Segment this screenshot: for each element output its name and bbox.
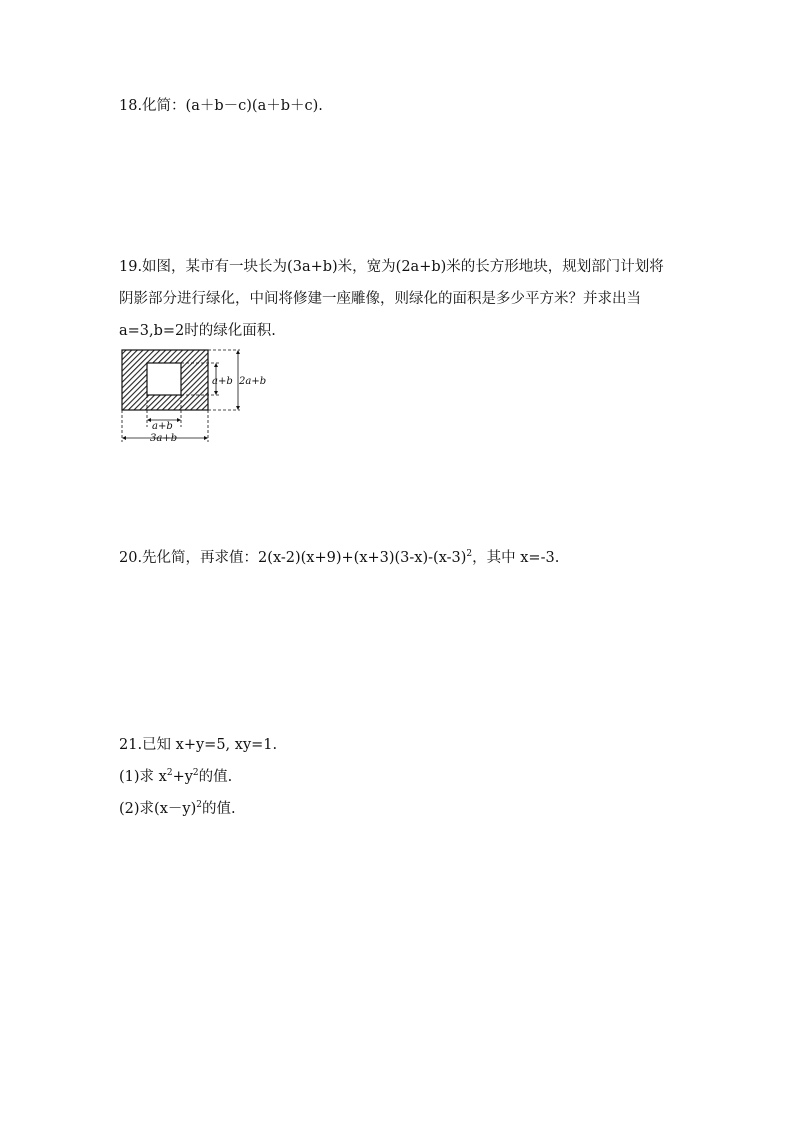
question-20: 20.先化简，再求值：$2(x-2)(x+9)+(x+3)(3-x)-(x-3)^2$，其中 x=-3. xyxy=(119,549,560,566)
statue-square xyxy=(147,363,181,395)
question-19-line-1: 19.如图，某市有一块长为(3a+b)米，宽为(2a+b)米的长方形地块，规划部门计划将 xyxy=(119,259,664,275)
question-21-part-2: (2)求$(x-y)^2$的值. xyxy=(119,800,236,817)
rectangle-figure xyxy=(118,346,278,444)
label-inner-height: a+b xyxy=(212,376,233,387)
question-21-stem: 21.已知 x+y=5, xy=1. xyxy=(119,737,278,753)
label-outer-height: 2a+b xyxy=(239,376,267,387)
label-outer-width: 3a+b xyxy=(150,433,178,444)
question-19-line-3: a=3,b=2时的绿化面积. xyxy=(119,323,276,339)
question-21-part-1: (1)求 $x^2+y^2$的值. xyxy=(119,768,233,785)
question-19-line-2: 阴影部分进行绿化，中间将修建一座雕像，则绿化的面积是多少平方米？并求出当 xyxy=(119,291,641,307)
label-inner-width: a+b xyxy=(152,421,173,432)
question-18: 18.化简：(a＋b－c)(a＋b＋c). xyxy=(119,98,323,114)
